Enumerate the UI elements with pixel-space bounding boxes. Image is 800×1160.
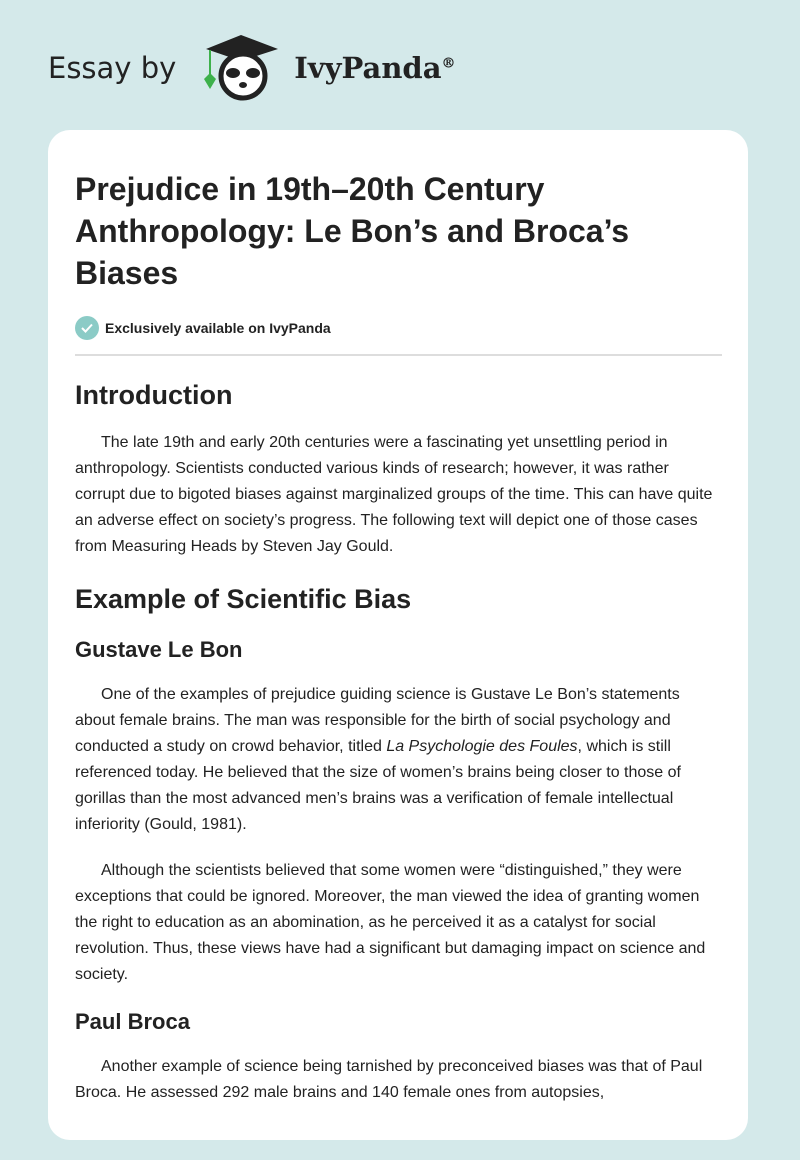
heading-example-bias: Example of Scientific Bias (75, 584, 412, 614)
text: One of the examples of prejudice guiding science is Gustave Le Bon’s statements about female brains. The man was responsible for the birth of social psychology and conducted a study on crowd behavior, titled (75, 686, 680, 755)
exclusive-badge (75, 316, 722, 340)
heading-introduction: Introduction (75, 380, 233, 410)
paragraph: Another example of science being tarnished by preconceived biases was that of Paul Broca. He assessed 292 male brains and 140 female ones from autopsies, (75, 1058, 703, 1101)
heading-broca: Paul Broca (75, 1009, 190, 1034)
essay-title: Prejudice in 19th–20th Century Anthropology: Le Bon’s and Broca’s Biases (75, 171, 630, 291)
badge-label: Exclusively available on IvyPanda (105, 320, 331, 336)
paragraph: Although the scientists believed that some women were “distinguished,” they were exceptions that could be ignored. Moreover, the man viewed the idea of granting women the right to education as an abomination, as he perceived it as a catalyst for social revolution. Thus, these views have had a significant but damaging impact on science and society. (75, 862, 706, 983)
registered-mark: ® (441, 55, 456, 72)
paragraph (75, 682, 722, 838)
brand-name[interactable] (294, 51, 455, 85)
book-title: La Psychologie des Foules (386, 738, 578, 755)
essay-card (48, 130, 748, 1140)
heading-le-bon: Gustave Le Bon (75, 637, 243, 662)
text: , which is still referenced today. He believed that the size of women’s brains being closer to those of gorillas than the most advanced men’s brains was a verification of female intellectual inferiority (Gould, 1981). (75, 738, 681, 833)
essay-by-label: Essay by (48, 51, 177, 85)
panda-logo-icon[interactable] (196, 31, 286, 106)
divider (75, 354, 722, 356)
site-header (48, 28, 456, 108)
paragraph: The late 19th and early 20th centuries were a fascinating yet unsettling period in anthropology. Scientists conducted various kinds of research; however, it was rather corrupt due to bigoted biases against marginalized groups of the time. This can have quite an adverse effect on society’s progress. The following text will depict one of those cases from Measuring Heads by Steven Jay Gould. (75, 434, 713, 555)
brand-text: IvyPanda (294, 51, 442, 85)
check-icon (75, 316, 99, 340)
